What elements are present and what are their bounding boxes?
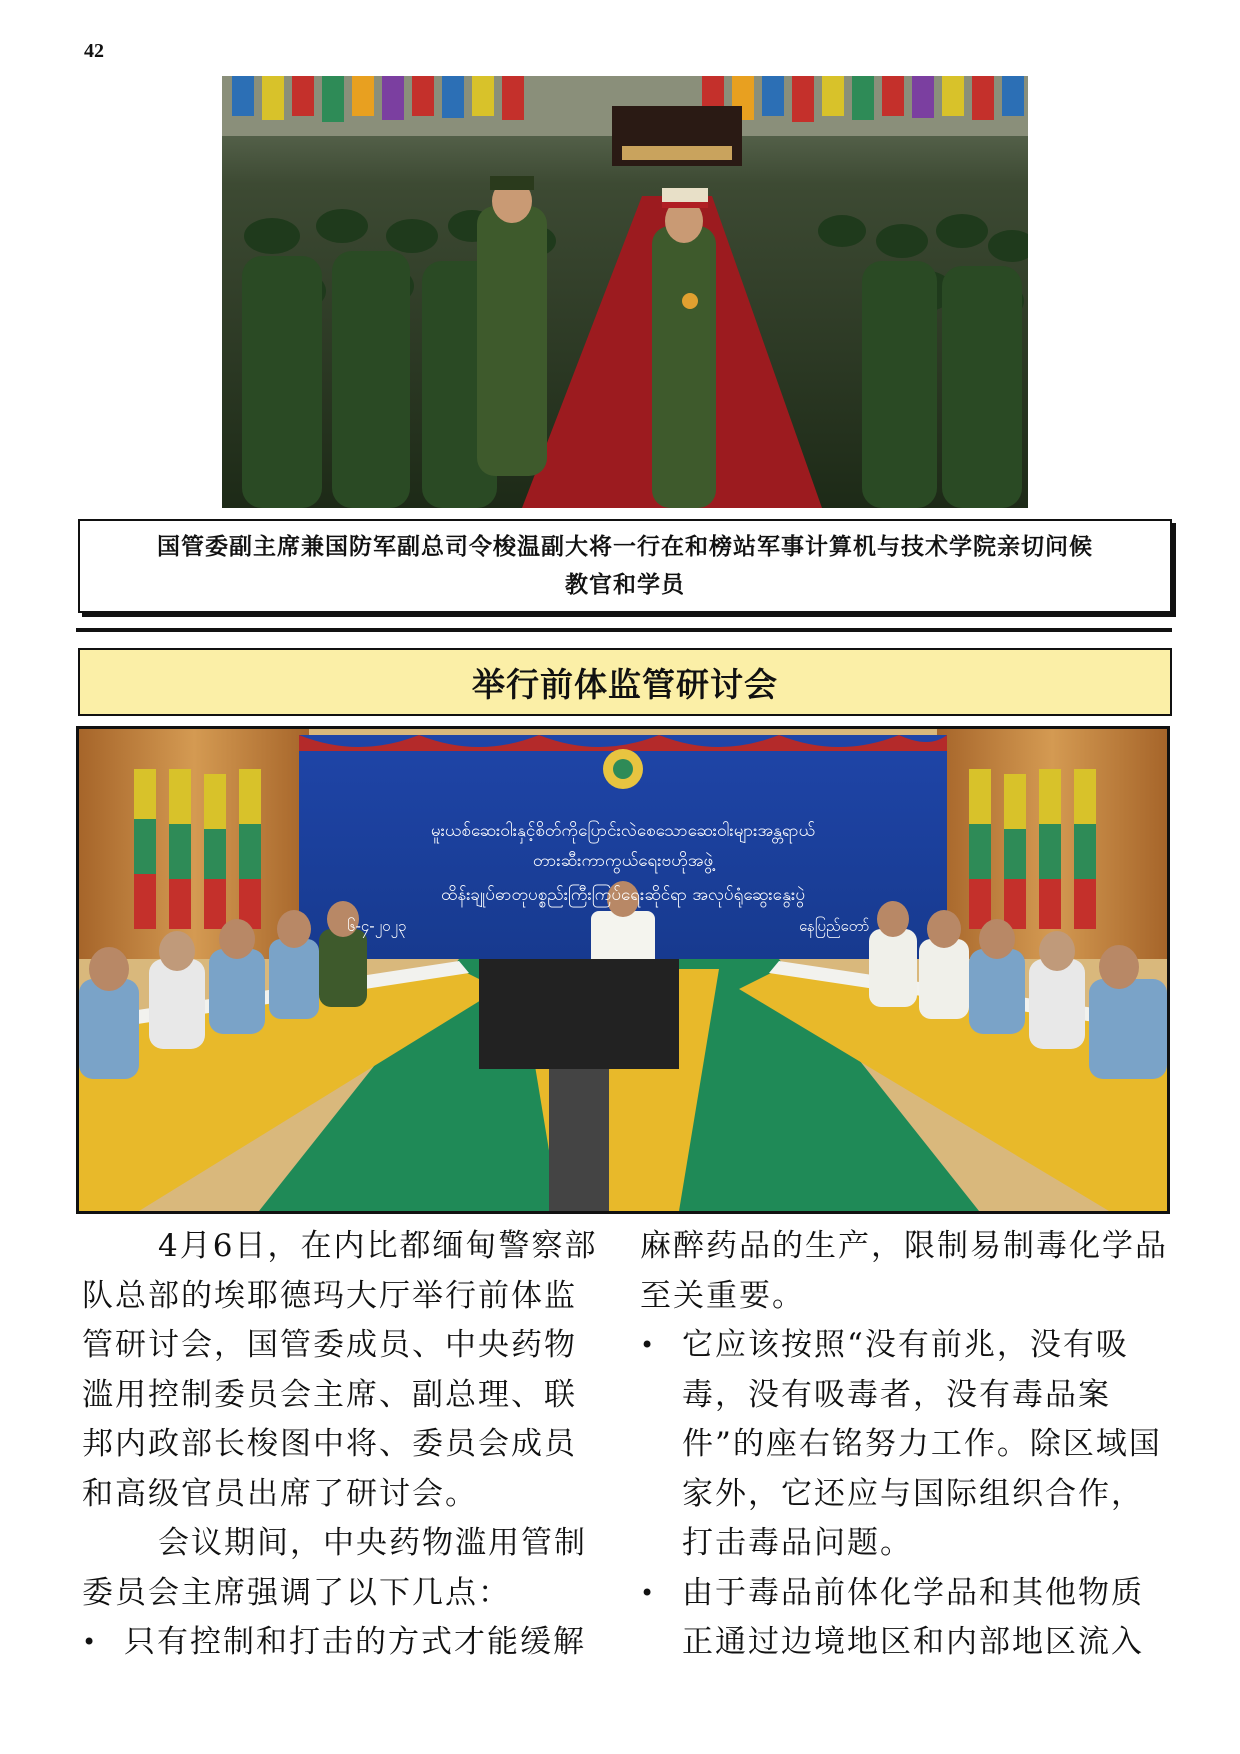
banner-line-3: ထိန်းချုပ်ဓာတုပစ္စည်းကြီးကြပ်ရေးဆိုင်ရာ အလုပ်ရုံဆွေးနွေးပွဲ — [440, 885, 806, 905]
caption-line-2: 教官和学员 — [565, 572, 685, 598]
body-column-right — [640, 1222, 1170, 1668]
photo-caption — [78, 519, 1172, 613]
banner-line-2: တားဆီးကာကွယ်ရေးဗဟိုအဖွဲ့ — [532, 851, 714, 871]
paragraph: 麻醉药品的生产，限制易制毒化学品至关重要。 — [640, 1228, 1168, 1314]
section-title-text: 举行前体监管研讨会 — [472, 664, 778, 704]
banner-date: ၆-၄-၂၀၂၃ — [347, 917, 407, 935]
section-title — [78, 648, 1172, 716]
banner-line-1: မူးယစ်ဆေးဝါးနှင့်စိတ်ကိုပြောင်းလဲစေသောဆေးဝါးများအန္တရာယ် — [430, 821, 816, 841]
page-number: 42 — [84, 40, 104, 62]
bullet-item: • 由于毒品前体化学品和其他物质正通过边境地区和内部地区流入 — [640, 1569, 1170, 1668]
banner-place: နေပြည်တော် — [799, 917, 870, 935]
paragraph: 4月6日，在内比都缅甸警察部队总部的埃耶德玛大厅举行前体监管研讨会，国管委成员、中央药物滥用控制委员会主席、副总理、联邦内政部长梭图中将、委员会成员和高级官员出席了研讨会。 — [82, 1228, 598, 1512]
paragraph: 会议期间，中央药物滥用管制委员会主席强调了以下几点： — [82, 1525, 587, 1611]
photo-seminar — [76, 726, 1170, 1214]
photo-military-academy-visit — [222, 76, 1028, 508]
section-divider — [76, 628, 1172, 632]
caption-line-1: 国管委副主席兼国防军副总司令梭温副大将一行在和榜站军事计算机与技术学院亲切问候 — [157, 534, 1093, 560]
bullet-item: • 它应该按照“没有前兆，没有吸毒，没有吸毒者，没有毒品案件”的座右铭努力工作。除区域国家外，它还应与国际组织合作，打击毒品问题。 — [640, 1321, 1170, 1569]
bullet-item: • 只有控制和打击的方式才能缓解 — [82, 1618, 602, 1668]
body-column-left — [82, 1222, 602, 1668]
